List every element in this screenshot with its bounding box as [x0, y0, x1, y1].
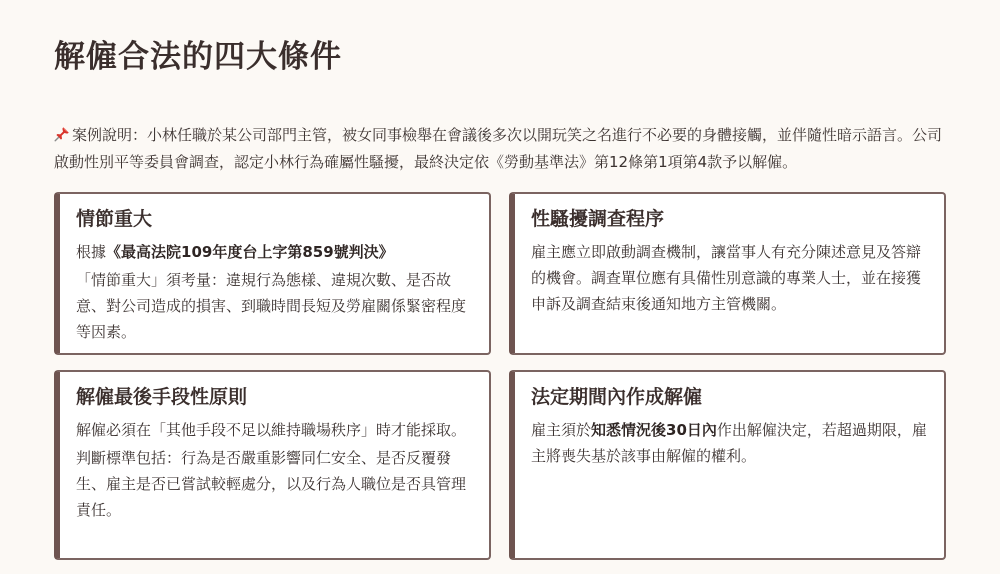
card-statutory-deadline	[509, 370, 946, 560]
deadline-highlight: 知悉情況後30日內	[591, 421, 717, 439]
card-text	[76, 239, 473, 265]
card-text: 解僱必須在「其他手段不足以維持職場秩序」時才能採取。	[76, 421, 467, 439]
court-ruling-citation: 《最高法院109年度台上字第859號判決》	[106, 243, 394, 261]
card-text: 「情節重大」須考量：違規行為態樣、違規次數、是否故意、對公司造成的損害、到職時間長短及勞雇關係緊密程度等因素。	[76, 271, 467, 341]
card-title: 性騷擾調查程序	[531, 208, 665, 230]
conditions-grid	[54, 192, 946, 560]
card-title: 情節重大	[76, 208, 153, 230]
case-example	[54, 122, 946, 176]
card-last-resort-principle	[54, 370, 491, 560]
card-title: 解僱最後手段性原則	[76, 386, 248, 408]
pushpin-icon	[54, 124, 70, 140]
page-title: 解僱合法的四大條件	[54, 39, 342, 75]
card-text-prefix: 根據	[76, 243, 107, 261]
card-text-suffix: 作出解僱決定，若超過期限，雇主將喪失基於該事由解僱的權利。	[531, 421, 927, 465]
case-example-text: 案例說明：小林任職於某公司部門主管，被女同事檢舉在會議後多次以開玩笑之名進行不必要的身體接觸，並伴隨性暗示語言。公司啟動性別平等委員會調查，認定小林行為確屬性騷擾，最終決定依《勞動基準法》第12條第1項第4款予以解僱。	[54, 126, 943, 171]
card-text	[531, 417, 928, 469]
card-harassment-investigation	[509, 192, 946, 355]
card-text-prefix: 雇主須於	[531, 421, 592, 439]
card-text: 判斷標準包括：行為是否嚴重影響同仁安全、是否反覆發生、雇主是否已嘗試較輕處分，以及行為人職位是否具管理責任。	[76, 449, 467, 519]
card-title: 法定期間內作成解僱	[531, 386, 703, 408]
card-text: 雇主應立即啟動調查機制，讓當事人有充分陳述意見及答辯的機會。調查單位應有具備性別意識的專業人士，並在接獲申訴及調查結束後通知地方主管機關。	[531, 243, 922, 313]
card-serious-circumstances	[54, 192, 491, 355]
